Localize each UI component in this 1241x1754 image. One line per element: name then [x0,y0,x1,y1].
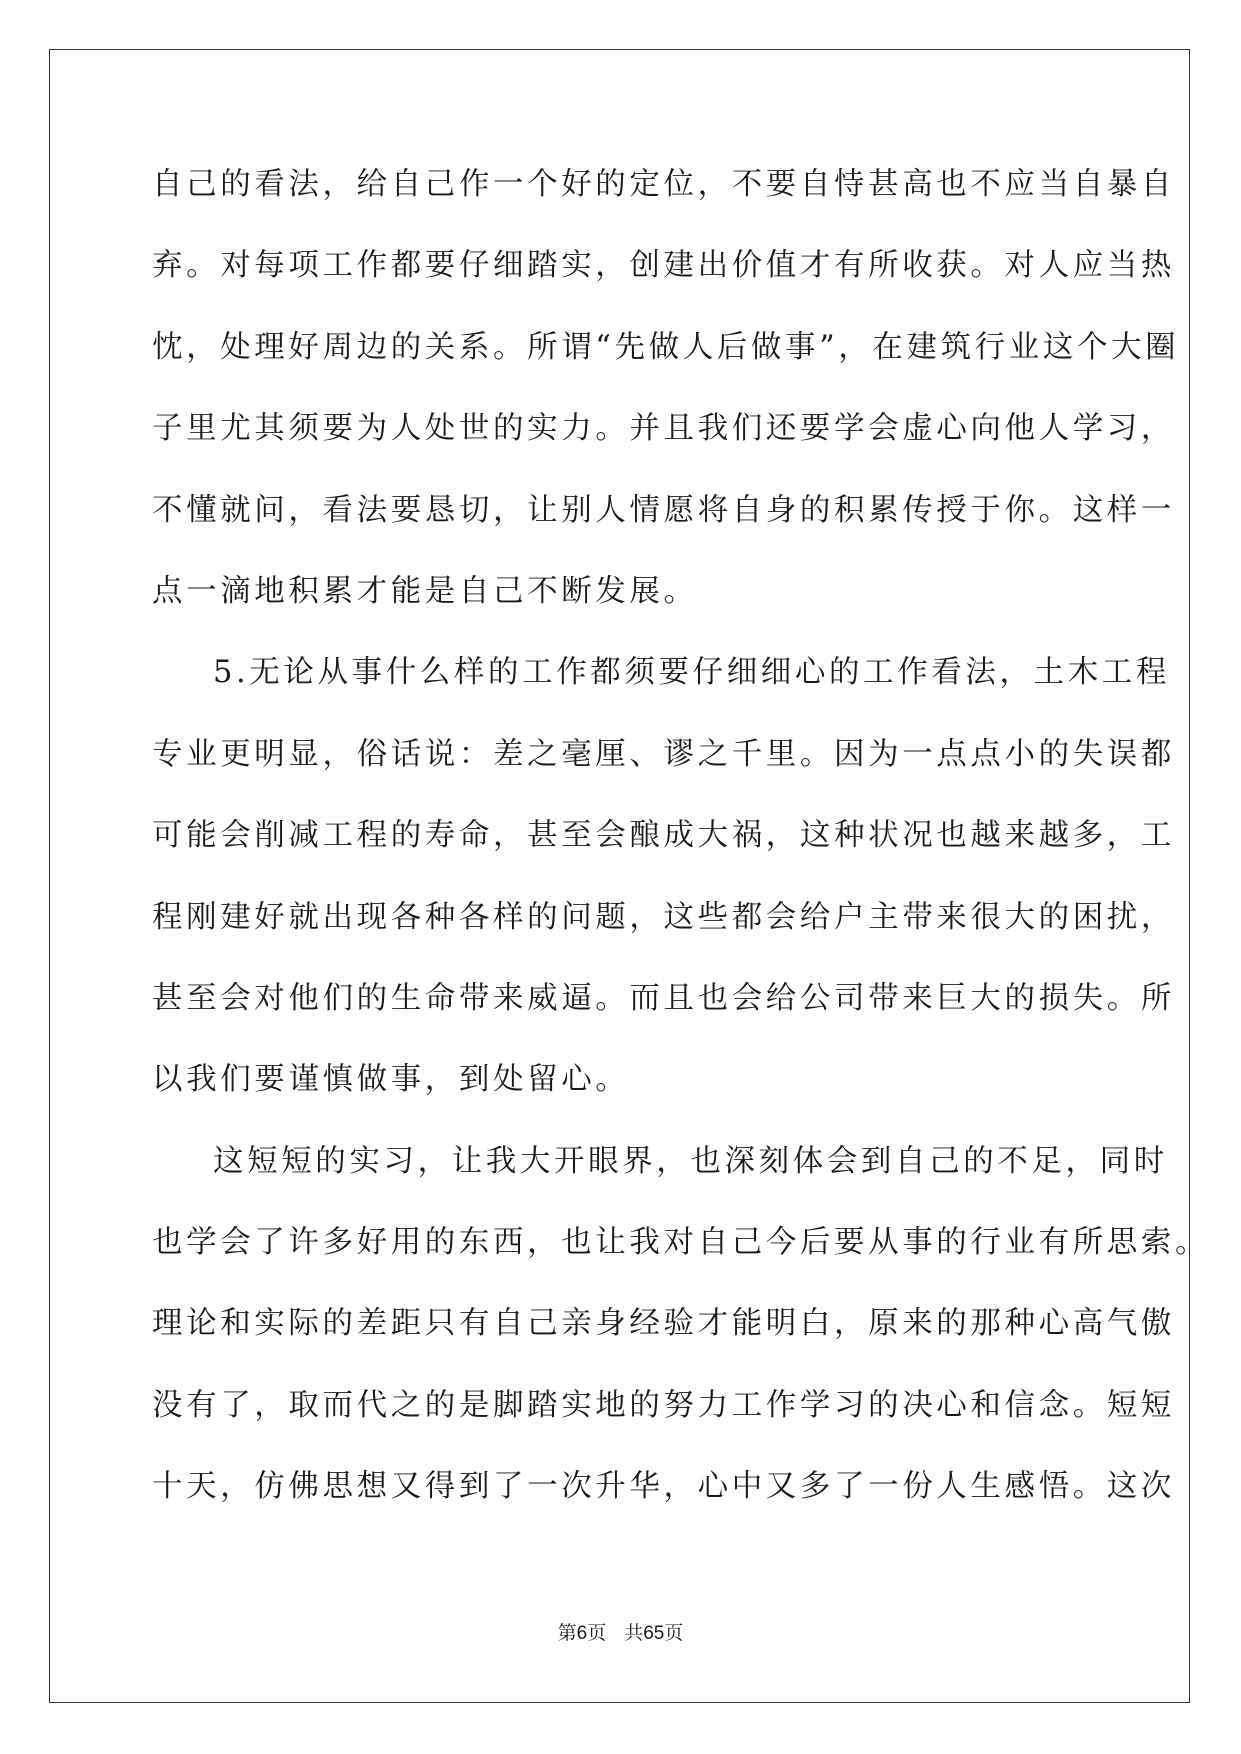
text-line-2: 弃。对每项工作都要仔细踏实，创建出价值才有所收获。对人应当热 [152,248,1175,284]
text-line-5: 不懂就问，看法要恳切，让别人情愿将自身的积累传授于你。这样一 [152,492,1175,528]
total-prefix: 共 [624,1622,644,1644]
text-line-7: 5.无论从事什么样的工作都须要仔细细心的工作看法，土木工程 [213,655,1170,691]
text-line-14: 也学会了许多好用的东西，也让我对自己今后要从事的行业有所思索。 [152,1225,1210,1261]
page-current-number: 6 [576,1623,588,1644]
text-line-15: 理论和实际的差距只有自己亲身经验才能明白，原来的那种心高气傲 [152,1306,1175,1342]
total-suffix: 页 [664,1622,684,1644]
page-suffix: 页 [587,1622,607,1644]
text-line-10: 程刚建好就出现各种各样的问题，这些都会给户主带来很大的困扰， [152,899,1175,935]
text-line-1: 自己的看法，给自己作一个好的定位，不要自恃甚高也不应当自暴自 [152,167,1175,202]
text-line-9: 可能会削减工程的寿命，甚至会酿成大祸，这种状况也越来越多，工 [152,818,1175,854]
text-line-11: 甚至会对他们的生命带来威逼。而且也会给公司带来巨大的损失。所 [152,980,1175,1016]
text-line-6: 点一滴地积累才能是自己不断发展。 [152,573,698,609]
text-line-3: 忱，处理好周边的关系。所谓“先做人后做事”，在建筑行业这个大圈 [152,329,1180,365]
document-body [152,160,1210,1544]
text-line-17: 十天，仿佛思想又得到了一次升华，心中又多了一份人生感悟。这次 [152,1469,1175,1505]
page-prefix: 第 [557,1622,577,1644]
page-total-number: 65 [643,1623,665,1644]
text-line-16: 没有了，取而代之的是脚踏实地的努力工作学习的决心和信念。短短 [152,1387,1175,1423]
page-footer [0,1618,1241,1645]
text-line-8: 专业更明显，俗话说：差之毫厘、谬之千里。因为一点点小的失误都 [152,736,1175,772]
text-line-4: 子里尤其须要为人处世的实力。并且我们还要学会虚心向他人学习， [152,411,1175,447]
text-line-12: 以我们要谨慎做事，到处留心。 [152,1062,630,1098]
text-line-13: 这短短的实习，让我大开眼界，也深刻体会到自己的不足，同时 [213,1143,1168,1179]
